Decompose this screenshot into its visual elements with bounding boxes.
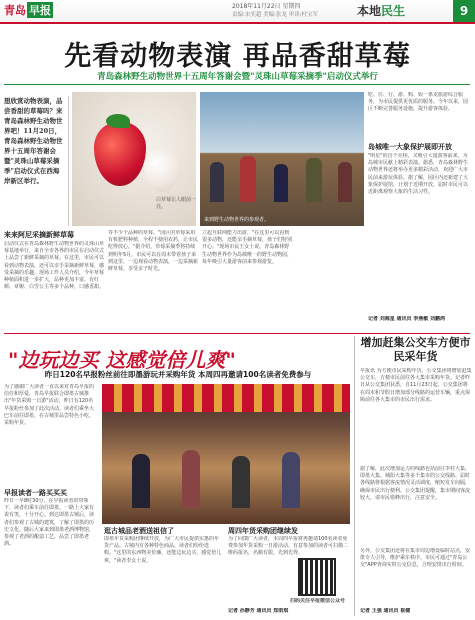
person-silhouette [182, 450, 200, 508]
article1-intro: 想欣赏动物表演，品尝香甜的草莓吗？来青岛森林野生动物世界吧！11月20日，青岛森林野生动物世界十五周年答谢会暨"灵珠山草莓采摘季"启动仪式在西海岸新区举行。 [4, 96, 69, 226]
article2-column-b: 昨日一早8时30分，在早报读者的带领下，读者们乘车前往即墨。一路上大家有说有笑，十分开心。到达即墨古城后，读者们参观了古城的建筑，了解了即墨的历史文化。随后大家来到即墨老酒博物馆，参观了老酒的酿造工艺，品尝了即墨老酒。 [4, 498, 95, 548]
article2-byline: 记者 孙静芳 通讯员 郑雨琪 [228, 608, 289, 614]
article1-column-c: 立起互联网能力出游，"在这里可以看到很多动物，还能亲手摘草莓，孩子们特别开心。"现场市民王女士说。青岛森林野生动物世界作为岛城唯一的野生动物园，每年吸引大量游客前来参观游览。 [202, 230, 292, 265]
person-silhouette [274, 164, 288, 202]
newspaper-logo [4, 2, 53, 18]
article3-column-c: 另外，公交集团还将在集市周边增设临时站点，安排专人引导，维护乘车秩序。市民可通过"青岛公交"APP查询实时公交信息，合理安排出行时间。 [360, 548, 471, 569]
section-heading: 周四年货采购团继续发 [228, 527, 298, 535]
white-strawberry-image [144, 148, 180, 192]
dateline: 2018年11月22日 星期四 [232, 3, 301, 10]
strawberry-photo [72, 92, 196, 226]
article3-column-b: 据了解，此次增加运力的线路包括前往李村大集、即墨大集、城阳大集等多个集市的公交线路。届时各线路将根据客流情况灵活调度，缩短发车间隔，确保市民出行便利。公交集团提醒，集市期间客流较大，请市民错峰出行，注意安全。 [360, 466, 471, 501]
section-heading: 早报读者一路买买买 [4, 489, 67, 497]
qr-code-icon[interactable] [300, 560, 334, 594]
qr-caption: 扫码关注早报微信公众号 [290, 598, 346, 604]
section-heading: 岛城唯一大象保护展即开放 [368, 143, 452, 151]
divider [4, 84, 470, 85]
person-silhouette [338, 162, 352, 202]
person-silhouette [132, 454, 150, 508]
section-heading: 逛古城品老酒送祖信了 [104, 527, 174, 535]
article1-column-e: "明星"的首个亮相，又吸引大量游客前来，为岛城市民献上精彩表演。据悉，青岛森林野生动物世界还将举办更多精彩活动，欢迎广大市民前来游玩体验。据了解，园区内还新建了大象保护展馆，计划于近期开放，届时市民可以近距离观察大象的生活习性。 [368, 153, 469, 196]
section-title [357, 2, 405, 19]
article2-column-a: 为了感谢广大读者一直以来对青岛早报的信任和厚爱，青岛早报联合即墨古城推出"年货采购一日游"活动，昨日有120名早报粉丝参加了此次活动。读者们乘坐大巴车前往即墨，在古城里品尝特色小吃，采购年货。 [4, 384, 95, 427]
page-number: 9 [453, 0, 475, 22]
article1-column-d: 吃、住、行、游、购、娱一条龙旅游综合服务，为市民提供更优质的服务。今年以来，园区不断完善服务设施，提升游客体验。 [368, 92, 469, 113]
article1-column-a: 启动仪式在青岛森林野生动物世界的灵珠山草莓基地举行，来自全市各界的市民在启动仪式上品尝了新鲜采摘的草莓。在这里，市民可以看到动物表演，还可以亲手采摘新鲜草莓，感受采摘的乐趣。现场工作人员介绍，今年草莓种植面积进一步扩大，品种更加丰富，有红颜、章姬、白雪公主等多个品种，口感香甜。 [4, 241, 104, 291]
strawberry-image [94, 122, 146, 186]
article3-headline: 增加赶集公交车方便市民采年货 [360, 336, 471, 363]
photo-caption: 来到野生动物世界的参观者。 [204, 217, 270, 223]
section-heading: 来来阿尼采摘新鲜草莓 [4, 231, 74, 239]
visitors-photo [200, 92, 364, 226]
article2-column-c: 即墨年货采购团继续开放，为广大市民提供实惠的年货产品。古城内有各种特色商品，读者们纷纷选购。"这里的东西物美价廉，还能边玩边买，感觉倍儿爽。"读者李女士说。 [104, 536, 222, 564]
logo-text: 青岛 [4, 4, 26, 17]
person-silhouette [240, 156, 256, 202]
editor-line: 责编:宋奕超 美编:张龙 审读:杜宝军 [232, 12, 319, 18]
article1-headline: 先看动物表演 再品香甜草莓 [64, 41, 411, 72]
article2-headline: "边玩边买 这感觉倍儿爽" [8, 348, 236, 372]
divider [354, 336, 355, 616]
article1-byline: 记者 刘海星 通讯员 李燕敏 刘鹏鸿 [368, 316, 445, 322]
leaf-image [106, 114, 130, 128]
masthead [0, 0, 475, 24]
section-accent: 民生 [381, 4, 406, 18]
article2-column-d: 为了回馈广大读者，本周四早报将再邀请100名读者免费参加年货采购一日游活动。有意参加的读者可扫描二维码报名，名额有限，先到先得。 [228, 536, 348, 557]
article1-column-b: 等不少个品种的草莓。"园区的草莓采用有机肥料种植，全程不使用农药，让市民吃得放心。"据介绍，草莓采摘季将持续到明年5月，市民可以在周末带着孩子来到这里，一边观看动物表演，一边采摘新鲜草莓，享受亲子时光。 [108, 230, 198, 273]
person-silhouette [306, 158, 322, 202]
person-silhouette [232, 456, 250, 508]
shopping-photo [102, 384, 350, 524]
photo-caption: 白草莓让人眼前一亮。 [156, 197, 196, 210]
logo-highlight: 早报 [29, 4, 51, 17]
person-silhouette [210, 162, 224, 202]
person-silhouette [282, 452, 300, 508]
article3-byline: 记者 王强 通讯员 崔健 [360, 608, 411, 614]
lanterns-image [102, 384, 350, 412]
article3-column-a: 早报讯 为方便市民采购年货，公交集团将增加赶集公交车，方便市民前往各大集市采购年货。记者昨日从公交集团获悉，自11月23日起，公交集团将在周末和节假日增加部分线路的运营车辆，重点保障前往各大集市的市民出行需求。 [360, 368, 472, 403]
section-main: 本地 [357, 4, 382, 18]
divider [4, 333, 470, 334]
article2-subheadline: 昨日120名早报粉丝前往即墨游玩并采购年货 本周四再邀请100名读者免费参与 [44, 370, 312, 379]
article1-subheadline: 青岛森林野生动物世界十五周年答谢会暨"灵珠山草莓采摘季"启动仪式举行 [97, 72, 378, 82]
